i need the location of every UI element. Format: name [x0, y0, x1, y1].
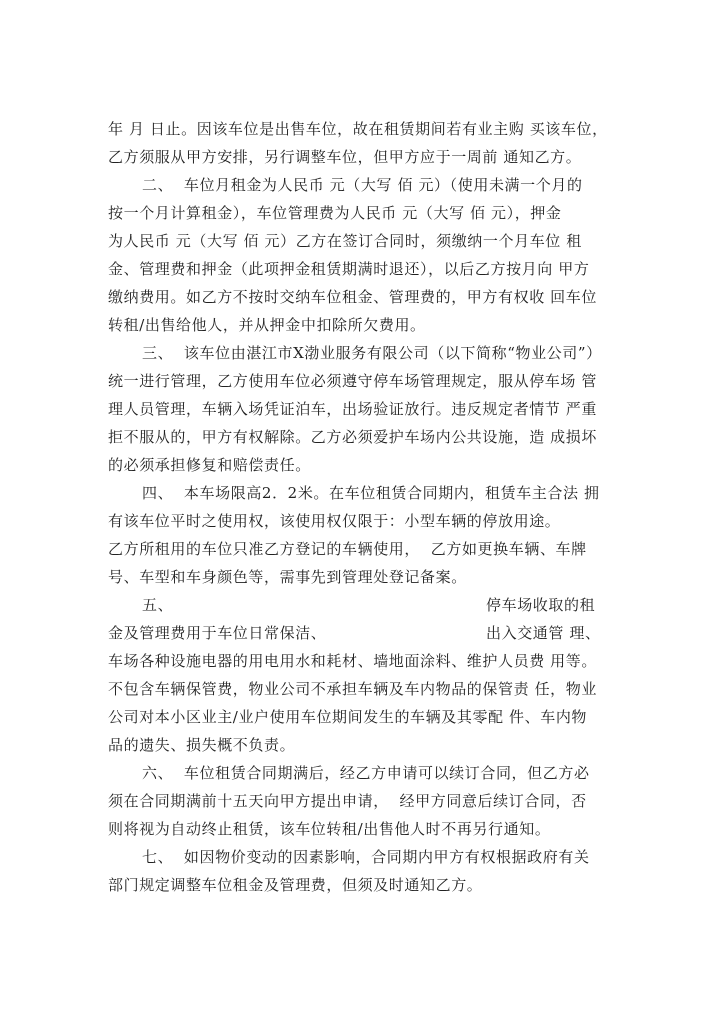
clause-3-line-4: 拒不服从的，甲方有权解除。乙方必须爱护车场内公共设施，造 成损坏 — [108, 428, 597, 446]
clause-2-line-3: 为人民币 元（大写 佰 元）乙方在签订合同时，须缴纳一个月车位 租 — [108, 232, 582, 250]
clause-3-line-2: 统一进行管理，乙方使用车位必须遵守停车场管理规定，服从停车场 管 — [108, 372, 597, 390]
clause-7-line-1: 七、 如因物价变动的因素影响，合同期内甲方有权根据政府有关 — [142, 848, 590, 866]
clause-5-line-2-right: 出入交通管 理、 — [486, 624, 601, 642]
clause-4-line-2: 有该车位平时之使用权，该使用权仅限于：小型车辆的停放用途。 — [108, 512, 561, 530]
clause-5-line-4: 不包含车辆保管费，物业公司不承担车辆及车内物品的保管责 任，物业 — [108, 680, 597, 698]
clause-4-line-4: 号、车型和车身颜色等，需事先到管理处登记备案。 — [108, 568, 467, 586]
clause-5-line-1-right: 停车场收取的租 — [486, 596, 596, 614]
clause-2-line-5: 缴纳费用。如乙方不按时交纳车位租金、管理费的，甲方有权收 回车位 — [108, 288, 597, 306]
clause-2-line-1: 二、 车位月租金为人民币 元（大写 佰 元）（使用未满一个月的 — [142, 176, 583, 194]
clause-3-line-1: 三、 该车位由湛江市X渤业服务有限公司（以下简称“物业公司”） — [142, 344, 602, 362]
clause-2-line-2: 按一个月计算租金），车位管理费为人民币 元（大写 佰 元），押金 — [108, 204, 562, 222]
clause-3-line-3: 理人员管理，车辆入场凭证泊车，出场验证放行。违反规定者情节 严重 — [108, 400, 597, 418]
clause-5-number: 五、 — [142, 596, 174, 614]
clause-2-line-4: 金、管理费和押金（此项押金租赁期满时退还），以后乙方按月向 甲方 — [108, 260, 590, 278]
clause-7-line-2: 部门规定调整车位租金及管理费，但须及时通知乙方。 — [108, 876, 483, 894]
text-line-1: 年 月 日止。因该车位是出售车位，故在租赁期间若有业主购 买该车位， — [108, 120, 608, 138]
clause-2-line-6: 转租/出售给他人，并从押金中扣除所欠费用。 — [108, 316, 426, 334]
text-line-2: 乙方须服从甲方安排，另行调整车位，但甲方应于一周前 通知乙方。 — [108, 148, 582, 166]
clause-5-line-5: 公司对本小区业主/业户使用车位期间发生的车辆及其零配 件、车内物 — [108, 708, 588, 726]
clause-6-line-3: 则将视为自动终止租赁，该车位转租/出售他人时不再另行通知。 — [108, 820, 551, 838]
clause-3-line-5: 的必须承担修复和赔偿责任。 — [108, 456, 311, 474]
clause-5-line-2-left: 金及管理费用于车位日常保洁、 — [108, 624, 327, 642]
clause-5-line-3: 车场各种设施电器的用电用水和耗材、墙地面涂料、维护人员费 用等。 — [108, 652, 597, 670]
clause-4-line-3: 乙方所租用的车位只准乙方登记的车辆使用， 乙方如更换车辆、车牌 — [108, 540, 587, 558]
clause-4-line-1: 四、 本车场限高2．2米。在车位租赁合同期内，租赁车主合法 拥 — [142, 484, 600, 502]
clause-6-line-2: 须在合同期满前十五天向甲方提出申请， 经甲方同意后续订合同，否 — [108, 792, 587, 810]
clause-6-line-1: 六、 车位租赁合同期满后，经乙方申请可以续订合同，但乙方必 — [142, 764, 590, 782]
clause-5-line-6: 品的遗失、损失概不负责。 — [108, 736, 296, 754]
